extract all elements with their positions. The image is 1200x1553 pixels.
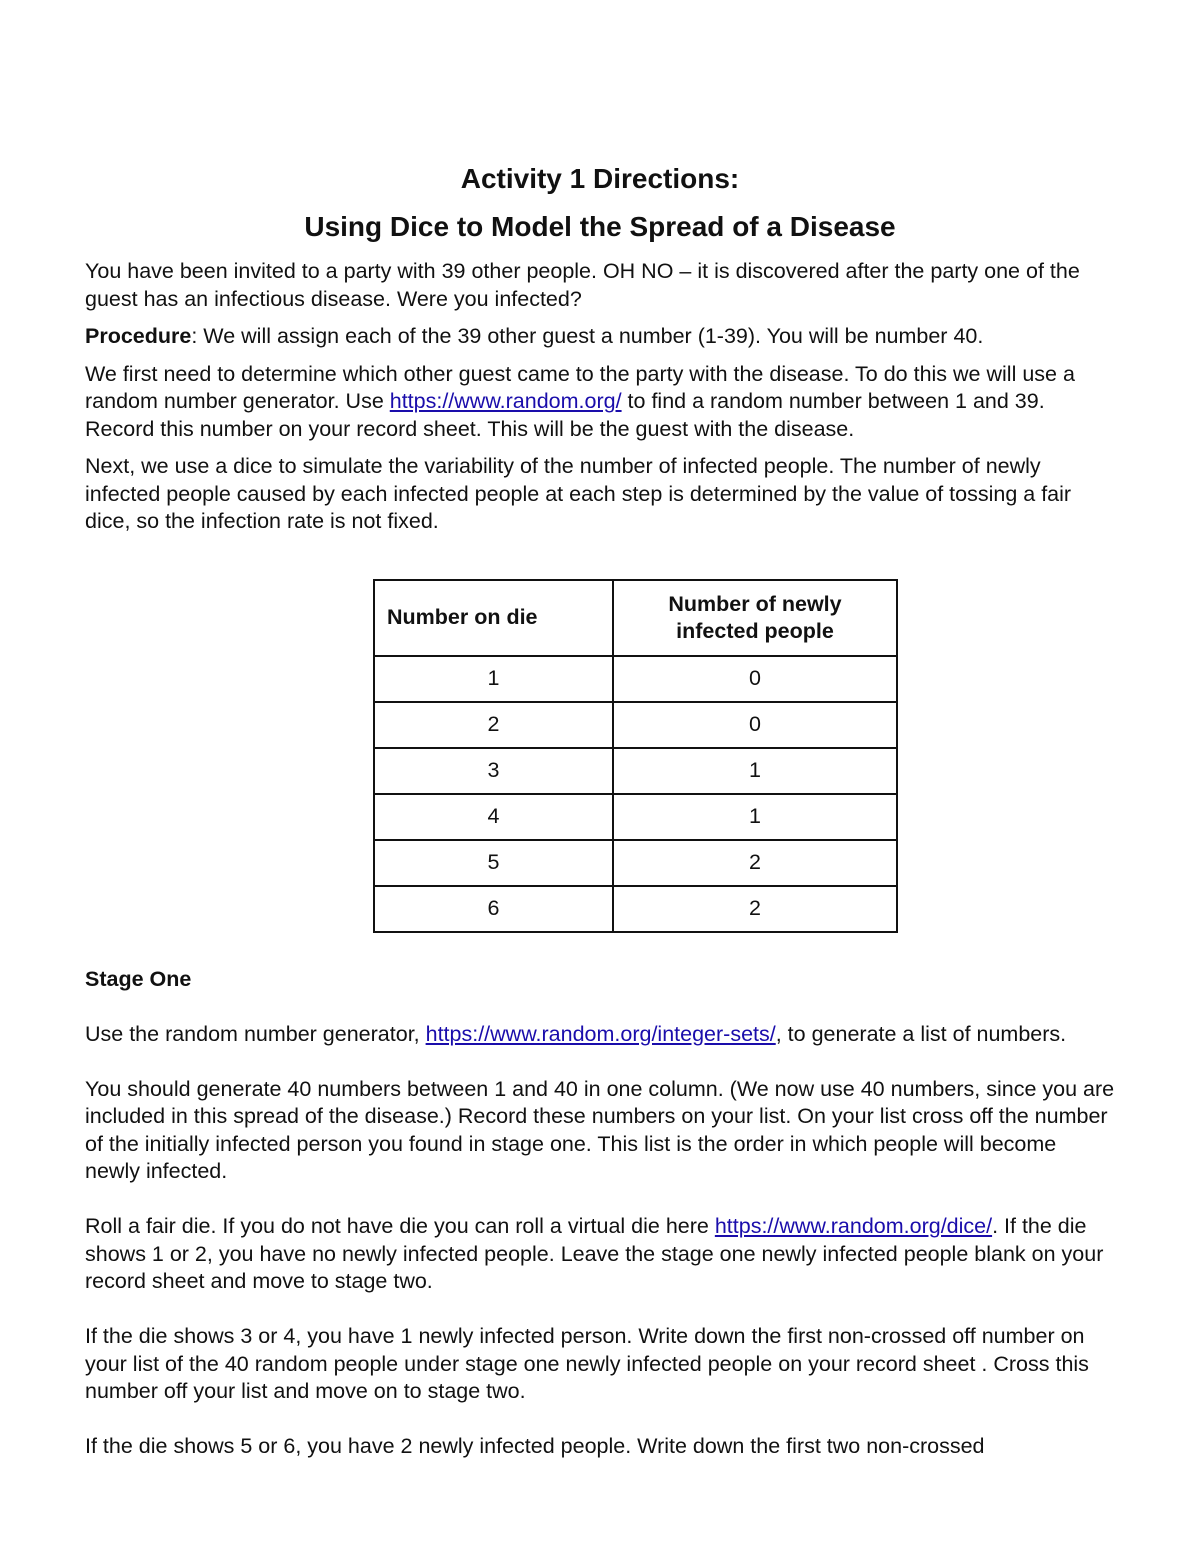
die-value-cell: 1 <box>374 656 613 702</box>
dice-link[interactable]: https://www.random.org/dice/ <box>714 1214 993 1238</box>
table-row <box>374 886 897 932</box>
procedure-text: : We will assign each of the 39 other guest a number (1-39). You will be number 40. <box>191 324 984 348</box>
table-header-row <box>374 580 897 656</box>
stage-one-roll-paragraph <box>85 1213 1115 1296</box>
roll-text-before: Roll a fair die. If you do not have die you can roll a virtual die here <box>85 1214 715 1238</box>
die-value-cell: 6 <box>374 886 613 932</box>
first-step-text-before: We first need to determine which other guest came to the party with the disease. To do this we will use a random number generator. Use <box>85 361 1075 413</box>
table-row <box>374 656 897 702</box>
document-subtitle: Using Dice to Model the Spread of a Disease <box>304 211 896 242</box>
document-page <box>85 162 1115 1461</box>
infected-count-cell: 0 <box>613 656 897 702</box>
integer-sets-link[interactable]: https://www.random.org/integer-sets/ <box>425 1021 776 1046</box>
procedure-paragraph <box>85 323 1115 351</box>
first-step-text-after: to find a random number between 1 and 39. Record this number on your record sheet. This will be the guest with the disease. <box>85 389 1045 441</box>
header-newly-infected-text: Number of newly infected people <box>668 591 842 643</box>
roll-text-after: . If the die shows 1 or 2, you have no newly infected people. Leave the stage one newly infected people blank on your record sheet and move to stage two. <box>85 1214 1104 1293</box>
first-step-paragraph <box>85 361 1115 444</box>
stage-one-heading: Stage One <box>85 966 192 991</box>
generator-text-after: , to generate a list of numbers. <box>775 1021 1067 1046</box>
infected-count-cell: 1 <box>613 748 897 794</box>
stage-one-three-four-paragraph: If the die shows 3 or 4, you have 1 newly infected person. Write down the first non-crossed off number on your list of the 40 random people under stage one newly infected people on your record sheet . Cross this number off your list and move on to stage two. <box>85 1324 1089 1403</box>
procedure-label: Procedure <box>85 324 192 348</box>
die-table-container <box>373 579 1115 933</box>
infected-count-cell: 1 <box>613 794 897 840</box>
die-outcome-table <box>373 579 898 933</box>
stage-one-five-six-paragraph: If the die shows 5 or 6, you have 2 newly infected people. Write down the first two non-crossed <box>85 1434 985 1458</box>
intro-paragraph: You have been invited to a party with 39 other people. OH NO – it is discovered after the party one of the guest has an infectious disease. Were you infected? <box>85 259 1080 311</box>
table-row <box>374 840 897 886</box>
infected-count-cell: 0 <box>613 702 897 748</box>
generator-text-before: Use the random number generator, <box>85 1021 426 1046</box>
table-row <box>374 794 897 840</box>
random-org-link[interactable]: https://www.random.org/ <box>389 389 622 413</box>
stage-one-generator-paragraph <box>85 1021 1115 1049</box>
die-value-cell: 2 <box>374 702 613 748</box>
die-value-cell: 5 <box>374 840 613 886</box>
infected-count-cell: 2 <box>613 840 897 886</box>
die-value-cell: 3 <box>374 748 613 794</box>
document-title: Activity 1 Directions: <box>460 163 740 194</box>
infected-count-cell: 2 <box>613 886 897 932</box>
header-newly-infected <box>613 580 897 656</box>
die-value-cell: 4 <box>374 794 613 840</box>
stage-one-list-paragraph: You should generate 40 numbers between 1 and 40 in one column. (We now use 40 numbers, since you are included in this spread of the disease.) Record these numbers on your list. On your list cross off the number of the initially infected person you found in stage one. This list is the order in which people will become newly infected. <box>85 1076 1115 1183</box>
next-step-paragraph: Next, we use a dice to simulate the variability of the number of infected people. The number of newly infected people caused by each infected people at each step is determined by the value of tossing a fair dice, so the infection rate is not fixed. <box>85 454 1072 533</box>
header-number-on-die: Number on die <box>374 580 613 656</box>
table-row <box>374 748 897 794</box>
table-row <box>374 702 897 748</box>
